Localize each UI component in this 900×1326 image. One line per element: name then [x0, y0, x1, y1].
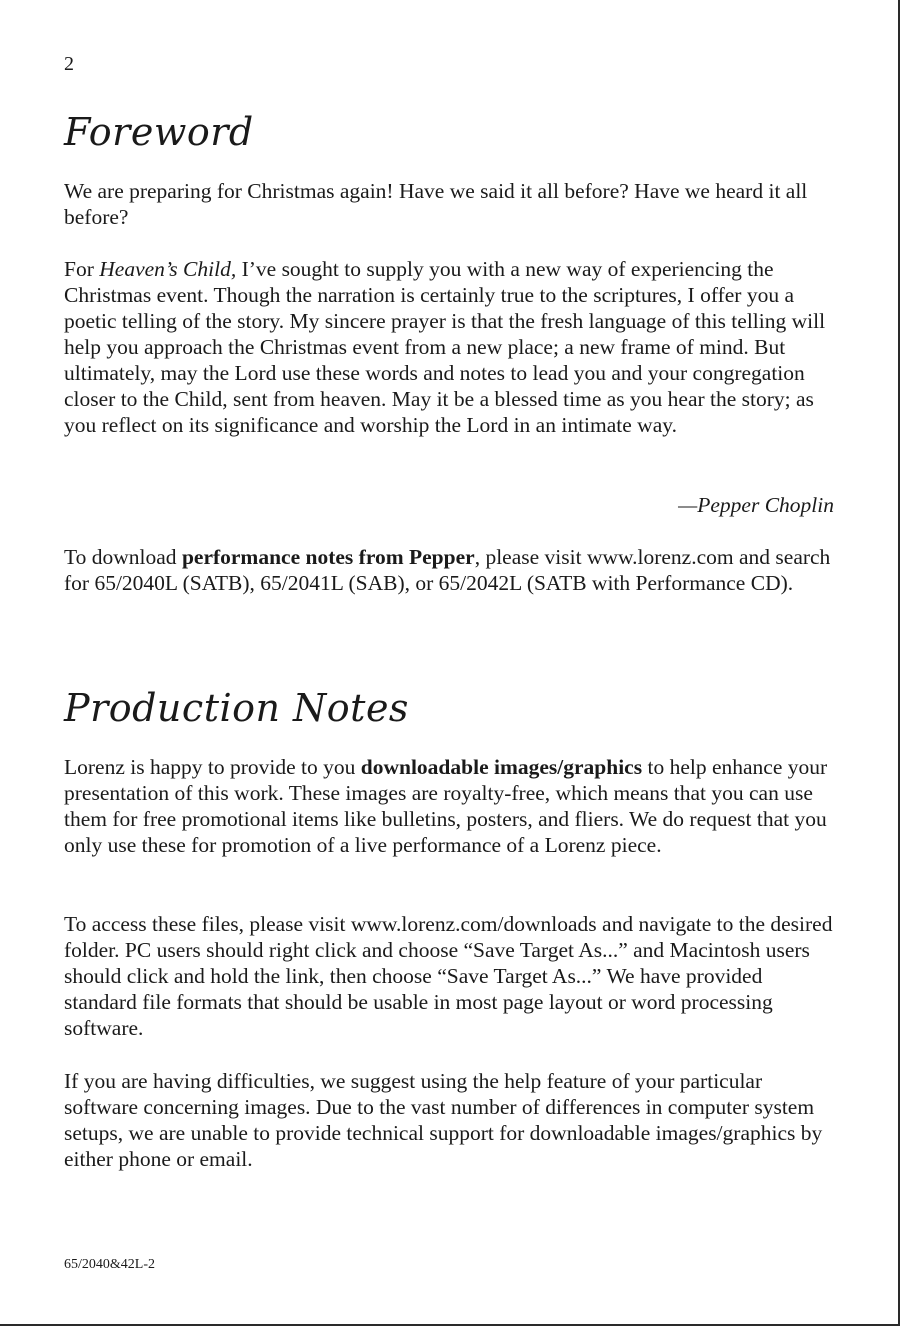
performance-notes-emphasis: performance notes from Pepper: [181, 545, 475, 569]
foreword-p3-rest: , please visit www.lorenz.com and search for 65/2040L (SATB), 65/2041L (SAB), or 65/2042L (SATB with Performance CD).: [64, 545, 831, 595]
foreword-paragraph-3: [64, 544, 836, 596]
author-signature: —Pepper Choplin: [678, 493, 834, 517]
production-paragraph-1: [64, 754, 836, 858]
foreword-heading: Foreword: [64, 110, 254, 154]
foreword-paragraph-1: We are preparing for Christmas again! Have we said it all before? Have we heard it all before?: [64, 179, 808, 229]
foreword-p2-rest: I’ve sought to supply you with a new way of experiencing the Christmas event. Though the narration is certainly true to the scriptures, I offer you a poetic telling of the story. My sincere prayer is that the fresh language of this telling will help you approach the Christmas event from a new place; a new frame of mind. But ultimately, may the Lord use these words and notes to lead you and your congregation closer to the Child, sent from heaven. May it be a blessed time as you hear the story; as you reflect on its significance and worship the Lord in an intimate way.: [64, 257, 826, 437]
foreword-p2-lead: For: [64, 257, 100, 281]
production-notes-heading: Production Notes: [64, 686, 409, 730]
production-paragraph-3: If you are having difficulties, we suggest using the help feature of your particular software concerning images. Due to the vast number of differences in computer system setups, we are unable to provide technical support for downloadable images/graphics by either phone or email.: [64, 1069, 823, 1171]
foreword-p3-lead: To download: [64, 545, 182, 569]
catalog-footer: 65/2040&42L-2: [64, 1257, 155, 1272]
production-paragraph-2: To access these files, please visit www.lorenz.com/downloads and navigate to the desired folder. PC users should right click and choose “Save Target As...” and Macintosh users should click and hold the link, then choose “Save Target As...” We have provided standard file formats that should be usable in most page layout or word processing software.: [64, 912, 833, 1040]
downloadable-images-emphasis: downloadable images/graphics: [360, 755, 643, 779]
production-p1-rest: to help enhance your presentation of this work. These images are royalty-free, which means that you can use them for free promotional items like bulletins, posters, and fliers. We do request that you only use these for promotion of a live performance of a Lorenz piece.: [64, 755, 828, 857]
page-number: 2: [64, 53, 74, 75]
work-title: Heaven’s Child,: [99, 257, 237, 281]
foreword-paragraph-2: [64, 256, 836, 438]
production-p1-lead: Lorenz is happy to provide to you: [64, 755, 361, 779]
